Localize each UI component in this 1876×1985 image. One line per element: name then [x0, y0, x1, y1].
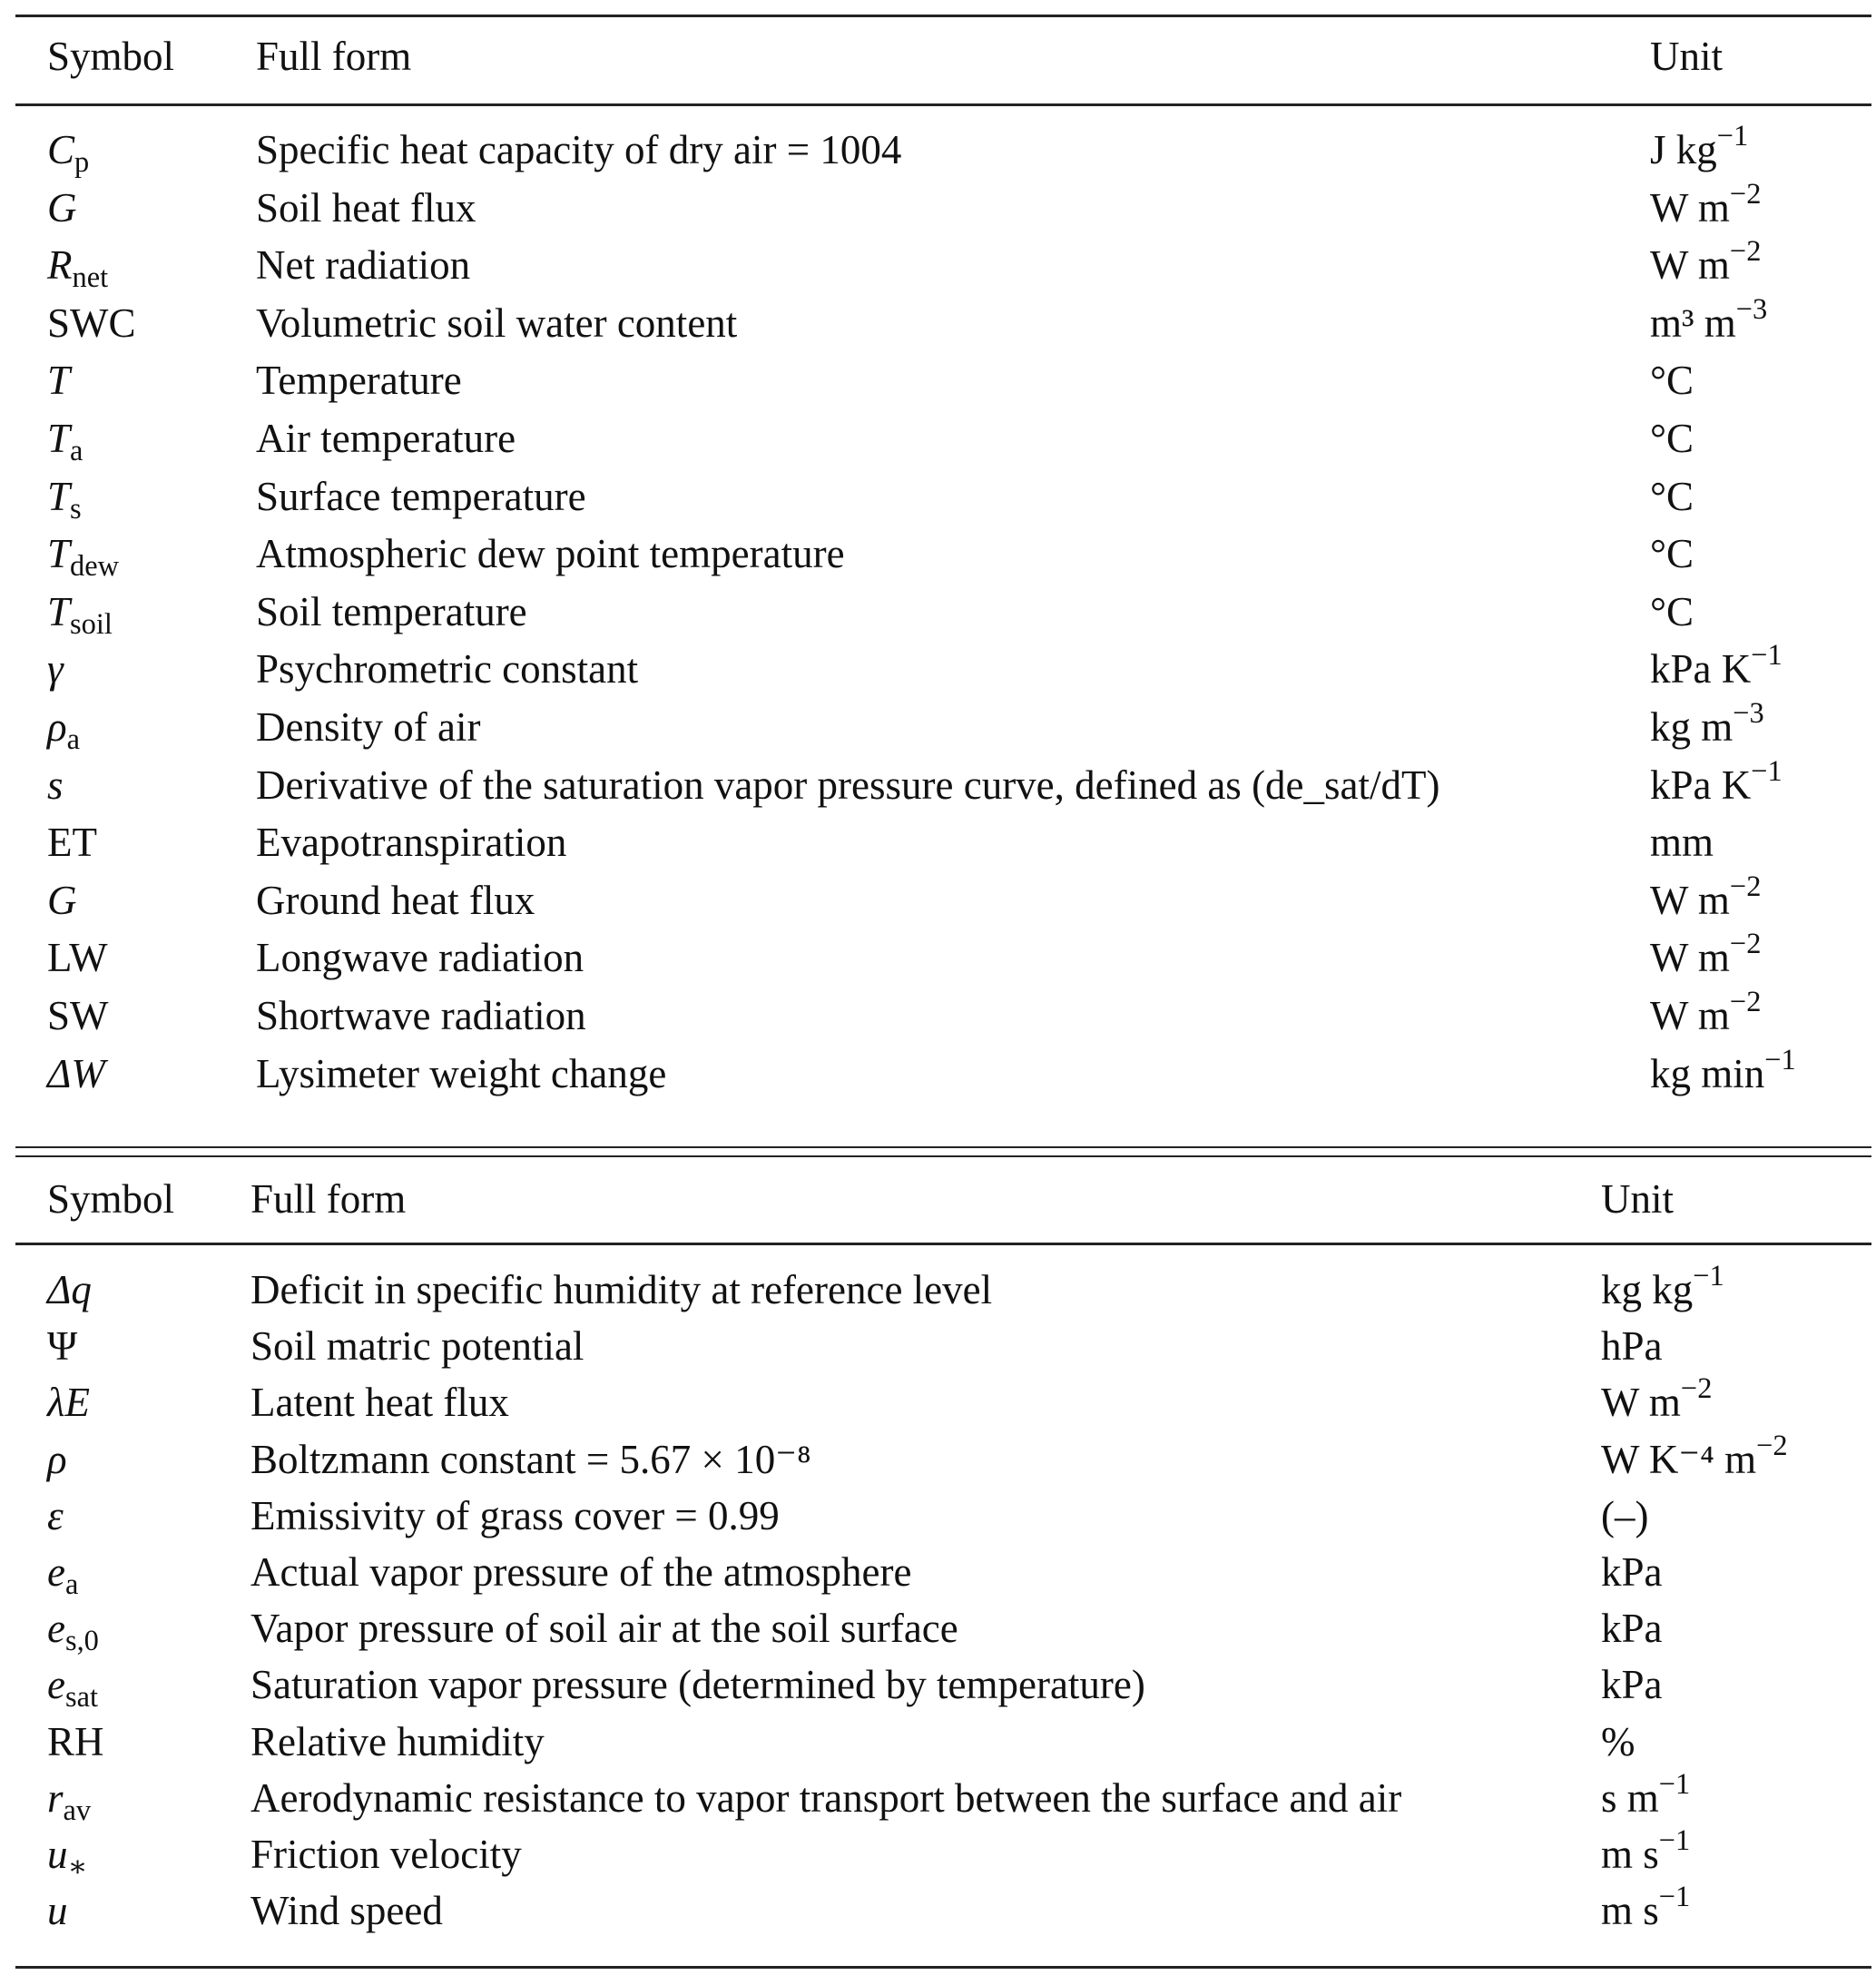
full-form-cell: Atmospheric dew point temperature [256, 531, 845, 577]
symbol-main: u [47, 1832, 68, 1877]
symbol-main: r [47, 1774, 64, 1821]
unit-text: m s [1601, 1888, 1659, 1934]
symbol-main: G [47, 877, 77, 923]
unit-text: mm [1650, 820, 1714, 866]
symbol-main: ΔW [47, 1050, 105, 1096]
symbol-main: SW [47, 993, 109, 1038]
table-row [0, 754, 1876, 812]
unit-cell [1601, 1545, 1663, 1599]
symbol-main: ET [47, 820, 97, 866]
unit-text: W m [1650, 993, 1730, 1038]
unit-cell [1601, 1601, 1663, 1656]
unit-text: kPa [1601, 1662, 1663, 1708]
unit-cell [1650, 177, 1762, 235]
symbol-main: SWC [47, 300, 136, 346]
unit-cell [1650, 639, 1783, 696]
top-rule [15, 15, 1871, 17]
symbol-cell [47, 758, 64, 812]
table-row [0, 1823, 1876, 1884]
full-form-cell: Emissivity of grass cover = 0.99 [250, 1492, 780, 1538]
symbol-main: e [47, 1549, 65, 1595]
full-form-cell: Shortwave radiation [256, 993, 586, 1038]
unit-cell [1650, 526, 1694, 581]
symbol-cell [47, 526, 119, 584]
bottom-rule [15, 1966, 1871, 1969]
full-form-cell: Lysimeter weight change [256, 1050, 667, 1096]
unit-cell [1650, 292, 1768, 350]
full-form-cell: Actual vapor pressure of the atmosphere [250, 1549, 912, 1595]
symbol-cell [47, 296, 136, 350]
unit-cell [1601, 1429, 1788, 1487]
table-row [0, 119, 1876, 180]
symbol-cell [47, 181, 77, 235]
table-row [0, 870, 1876, 928]
double-rule-top [15, 1146, 1871, 1148]
full-form-cell: Air temperature [256, 416, 516, 461]
table-row [0, 235, 1876, 295]
unit-exponent: −2 [1729, 235, 1762, 269]
full-form-cell: Vapor pressure of soil air at the soil surface [250, 1606, 958, 1652]
unit-cell [1601, 1715, 1635, 1769]
full-form-cell: Evapotranspiration [256, 820, 567, 866]
symbol-subscript: av [63, 1793, 92, 1827]
unit-text: W m [1650, 184, 1730, 231]
symbol-cell [47, 700, 80, 757]
symbol-main: T [47, 358, 71, 404]
symbol-cell [47, 1047, 105, 1101]
unit-cell [1650, 119, 1749, 177]
unit-text: % [1601, 1718, 1635, 1764]
unit-text: kg kg [1601, 1267, 1694, 1312]
full-form-cell: Soil temperature [256, 588, 527, 634]
full-form-cell: Latent heat flux [250, 1380, 509, 1426]
unit-text: hPa [1601, 1323, 1663, 1370]
symbol-main: T [47, 588, 71, 634]
header-symbol: Symbol [47, 34, 175, 79]
unit-exponent: −1 [1658, 1823, 1691, 1857]
symbol-main: s [47, 762, 64, 808]
table-row [0, 469, 1876, 524]
full-form-cell: Aerodynamic resistance to vapor transport between the surface and air [250, 1774, 1402, 1821]
full-form-cell: Derivative of the saturation vapor pressure curve, defined as (de_sat/dT) [256, 762, 1440, 808]
table-row [0, 1601, 1876, 1656]
unit-exponent: −3 [1733, 696, 1764, 730]
unit-cell [1650, 1043, 1796, 1101]
symbol-main: G [47, 184, 77, 231]
full-form-cell: Soil matric potential [250, 1323, 584, 1370]
unit-text: (–) [1601, 1492, 1649, 1538]
full-form-cell: Wind speed [250, 1888, 443, 1934]
unit-exponent: −1 [1716, 119, 1749, 152]
unit-text: °C [1650, 358, 1694, 404]
unit-exponent: −1 [1658, 1881, 1691, 1914]
full-form-cell: Surface temperature [256, 473, 586, 519]
symbol-subscript: ∗ [67, 1851, 88, 1884]
symbol-cell [47, 930, 108, 985]
unit-cell [1601, 1767, 1691, 1825]
symbol-main: ε [47, 1492, 64, 1538]
table-row [0, 1043, 1876, 1101]
header-unit: Unit [1650, 34, 1724, 79]
symbol-main: ρ [47, 1436, 67, 1482]
unit-text: kPa K [1650, 646, 1752, 693]
unit-text: kg min [1650, 1050, 1765, 1096]
unit-text: m³ m [1650, 300, 1736, 346]
symbol-subscript: a [64, 1568, 79, 1602]
unit-exponent: −3 [1735, 292, 1768, 326]
symbol-cell [47, 1432, 67, 1487]
symbol-cell [47, 585, 113, 639]
symbol-cell [47, 411, 83, 466]
table-row [0, 985, 1876, 1043]
symbol-subscript: a [70, 435, 83, 468]
unit-exponent: −2 [1729, 870, 1762, 903]
full-form-cell: Saturation vapor pressure (determined by temperature) [250, 1662, 1145, 1708]
table-row [0, 1767, 1876, 1827]
unit-text: J kg [1650, 127, 1717, 172]
unit-cell [1601, 1489, 1648, 1543]
symbol-main: u [47, 1888, 68, 1934]
unit-text: °C [1650, 588, 1694, 634]
symbol-cell [47, 1657, 98, 1715]
unit-cell [1650, 585, 1694, 639]
unit-cell [1601, 1823, 1691, 1882]
symbol-subscript: a [66, 723, 80, 757]
table-row [0, 353, 1876, 408]
full-form-cell: Specific heat capacity of dry air = 1004 [256, 127, 902, 172]
full-form-cell: Friction velocity [250, 1832, 522, 1877]
symbol-cell [47, 1375, 90, 1430]
header-symbol: Symbol [47, 1176, 175, 1222]
symbol-subscript: dew [70, 550, 119, 584]
unit-cell [1650, 754, 1783, 812]
table-row [0, 1657, 1876, 1715]
unit-text: W m [1601, 1380, 1681, 1426]
table-row [0, 1883, 1876, 1938]
unit-text: W m [1650, 877, 1730, 923]
unit-cell [1650, 815, 1714, 870]
full-form-cell: Density of air [256, 704, 481, 750]
full-form-cell: Deficit in specific humidity at reference level [250, 1267, 993, 1312]
unit-text: °C [1650, 531, 1694, 577]
full-form-cell: Relative humidity [250, 1718, 545, 1764]
unit-text: °C [1650, 473, 1694, 519]
symbol-cell [47, 1319, 77, 1373]
full-form-cell: Psychrometric constant [256, 646, 639, 693]
full-form-cell: Volumetric soil water content [256, 300, 738, 346]
symbol-cell [47, 123, 90, 180]
header-unit: Unit [1601, 1176, 1675, 1222]
symbol-main: Δq [47, 1267, 92, 1312]
symbol-subscript: s,0 [64, 1625, 99, 1658]
unit-cell [1650, 469, 1694, 524]
double-rule-bottom [15, 1155, 1871, 1157]
table-row [0, 815, 1876, 870]
symbol-subscript: sat [64, 1681, 98, 1715]
full-form-cell: Boltzmann constant = 5.67 × 10⁻⁸ [250, 1436, 811, 1482]
unit-cell [1601, 1657, 1663, 1712]
table-row [0, 1319, 1876, 1373]
symbol-main: C [47, 127, 75, 172]
header-full-form: Full form [256, 34, 412, 79]
symbol-cell [47, 1545, 79, 1602]
symbol-cell [47, 469, 82, 524]
symbol-main: LW [47, 935, 108, 981]
full-form-cell: Ground heat flux [256, 877, 535, 923]
unit-text: kPa [1601, 1606, 1663, 1652]
unit-cell [1650, 696, 1764, 754]
unit-exponent: −1 [1764, 1043, 1796, 1076]
symbol-main: e [47, 1662, 65, 1708]
symbol-cell [47, 238, 109, 295]
symbol-cell [47, 1489, 64, 1543]
unit-text: m s [1601, 1832, 1659, 1877]
table-row [0, 1259, 1876, 1317]
symbol-cell [47, 1883, 68, 1938]
table-row [0, 411, 1876, 466]
unit-text: W m [1650, 935, 1730, 981]
table-row [0, 585, 1876, 639]
symbol-cell [47, 1715, 104, 1769]
unit-exponent: −1 [1751, 754, 1783, 788]
unit-text: s m [1601, 1774, 1659, 1821]
unit-exponent: −1 [1693, 1259, 1724, 1292]
unit-cell [1650, 930, 1761, 985]
unit-text: °C [1650, 416, 1694, 461]
symbol-cell [47, 815, 97, 870]
full-form-cell: Soil heat flux [256, 184, 476, 231]
unit-cell [1601, 1883, 1690, 1938]
unit-exponent: −1 [1751, 639, 1783, 673]
unit-cell [1601, 1319, 1663, 1373]
symbol-main: λE [47, 1380, 90, 1426]
table-row [0, 930, 1876, 985]
symbol-main: ρ [47, 704, 67, 750]
symbol-main: T [47, 531, 71, 577]
table-row [0, 1372, 1876, 1430]
unit-cell [1650, 411, 1694, 466]
unit-exponent: −2 [1729, 928, 1762, 961]
unit-exponent: −2 [1756, 1429, 1788, 1462]
table-row [0, 1545, 1876, 1602]
table-2-header [0, 1172, 1876, 1226]
symbol-subscript: soil [70, 607, 113, 641]
unit-cell [1650, 235, 1762, 292]
symbol-subscript: p [74, 146, 90, 180]
symbol-cell [47, 1263, 92, 1317]
table-row [0, 696, 1876, 757]
unit-exponent: −2 [1729, 177, 1762, 211]
unit-text: W m [1650, 242, 1730, 289]
table-row [0, 292, 1876, 350]
header-rule [15, 1243, 1871, 1245]
symbol-main: RH [47, 1718, 104, 1764]
symbol-subscript: s [70, 492, 82, 526]
symbol-main: T [47, 473, 71, 519]
unit-text: kPa K [1650, 762, 1752, 808]
table-row [0, 1489, 1876, 1543]
full-form-cell: Longwave radiation [256, 935, 584, 981]
symbol-subscript: net [72, 261, 109, 295]
unit-cell [1601, 1372, 1713, 1430]
unit-cell [1650, 870, 1762, 928]
unit-text: kg m [1650, 704, 1734, 750]
symbol-cell [47, 1827, 88, 1882]
symbol-main: T [47, 416, 71, 461]
symbol-cell [47, 873, 77, 928]
symbol-main: γ [47, 646, 64, 693]
table-row [0, 177, 1876, 235]
symbol-main: R [47, 242, 73, 289]
header-rule [15, 103, 1871, 106]
symbol-cell [47, 1601, 99, 1656]
unit-text: kPa [1601, 1549, 1663, 1595]
unit-text: W K⁻⁴ m [1601, 1436, 1757, 1482]
symbol-main: Ψ [47, 1323, 78, 1370]
symbol-cell [47, 988, 109, 1043]
symbol-cell [47, 642, 64, 696]
symbol-cell [47, 353, 70, 408]
symbol-main: e [47, 1606, 65, 1652]
unit-cell [1650, 985, 1762, 1043]
unit-exponent: −2 [1729, 985, 1762, 1018]
unit-exponent: −2 [1680, 1372, 1713, 1406]
table-row [0, 639, 1876, 696]
table-row [0, 1715, 1876, 1769]
table-1-header [0, 29, 1876, 84]
header-full-form: Full form [250, 1176, 407, 1222]
unit-exponent: −1 [1658, 1767, 1691, 1801]
table-row [0, 526, 1876, 584]
full-form-cell: Temperature [256, 358, 462, 404]
full-form-cell: Net radiation [256, 242, 471, 289]
symbol-cell [47, 1771, 91, 1825]
unit-cell [1650, 353, 1694, 408]
table-row [0, 1429, 1876, 1487]
unit-cell [1601, 1259, 1724, 1317]
